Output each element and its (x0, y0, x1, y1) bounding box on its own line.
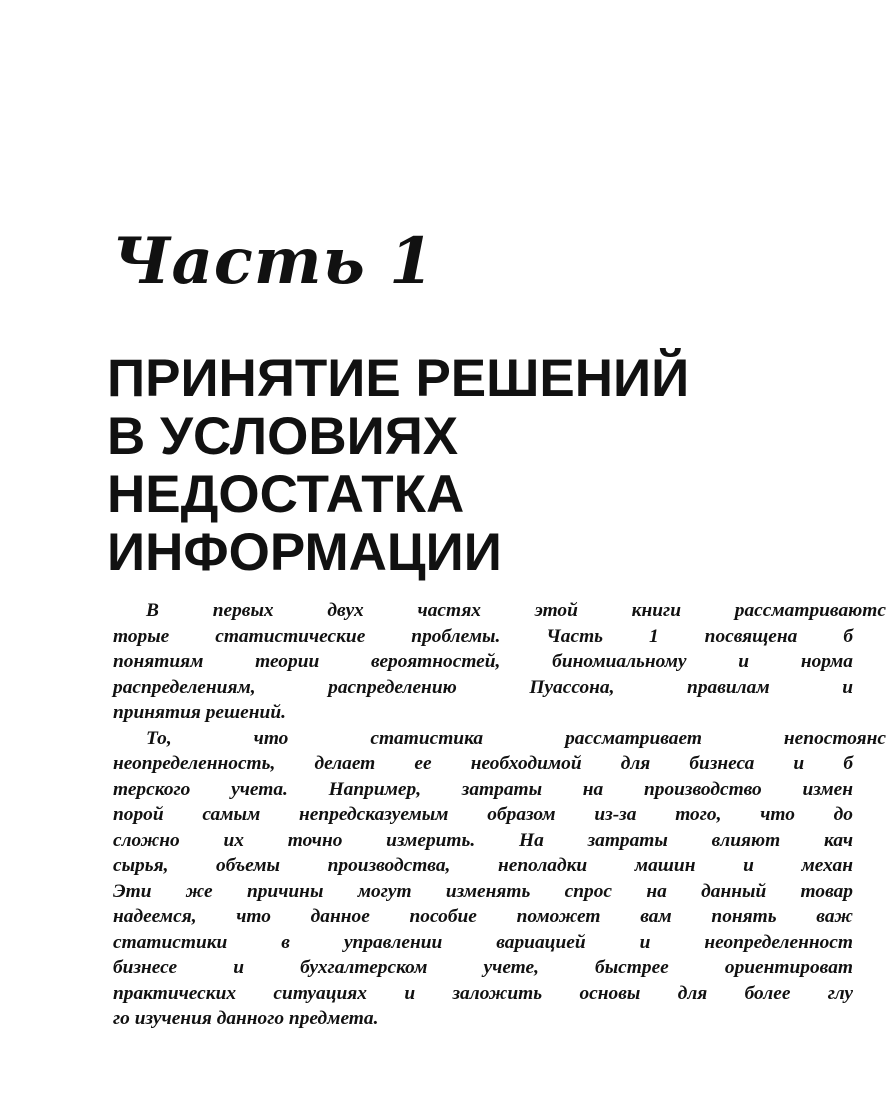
intro-text (113, 598, 886, 1032)
text-line: неопределенность, делает ее необходимой для бизнеса и б (113, 753, 853, 774)
part-heading: Часть 1 (112, 224, 435, 299)
text-line: сложно их точно измерить. На затраты влияют кач (113, 829, 853, 851)
text-line: принятия решений. (113, 702, 286, 723)
text-line: То, что статистика рассматривает непостоянс (146, 727, 886, 749)
text-line: торые статистические проблемы. Часть 1 посвящена б (113, 625, 853, 647)
chapter-title (107, 350, 689, 582)
text-line: бизнесе и бухгалтерском учете, быстрее ориентироват (113, 957, 853, 978)
text-line: распределениям, распределению Пуассона, правилам и (113, 676, 853, 698)
text-line: го изучения данного предмета. (113, 1008, 379, 1029)
text-line: понятиям теории вероятностей, биномиальному и норма (113, 651, 853, 672)
text-line: В первых двух частях этой книги рассматриваютс (146, 600, 886, 621)
text-line: сырья, объемы производства, неполадки машин и механ (113, 855, 853, 876)
text-line: статистики в управлении вариацией и неопределенност (113, 931, 853, 953)
title-line: НЕДОСТАТКА (107, 465, 465, 524)
title-line: В УСЛОВИЯХ (107, 407, 459, 466)
text-line: надеемся, что данное пособие поможет вам понять важ (113, 906, 853, 927)
text-line: порой самым непредсказуемым образом из-за того, что до (113, 804, 853, 825)
title-line: ПРИНЯТИЕ РЕШЕНИЙ (107, 349, 690, 408)
text-line: Эти же причины могут изменять спрос на данный товар (113, 880, 853, 902)
text-line: практических ситуациях и заложить основы для более глу (113, 982, 853, 1004)
text-line: терского учета. Например, затраты на производство измен (113, 778, 853, 800)
title-line: ИНФОРМАЦИИ (107, 523, 502, 582)
